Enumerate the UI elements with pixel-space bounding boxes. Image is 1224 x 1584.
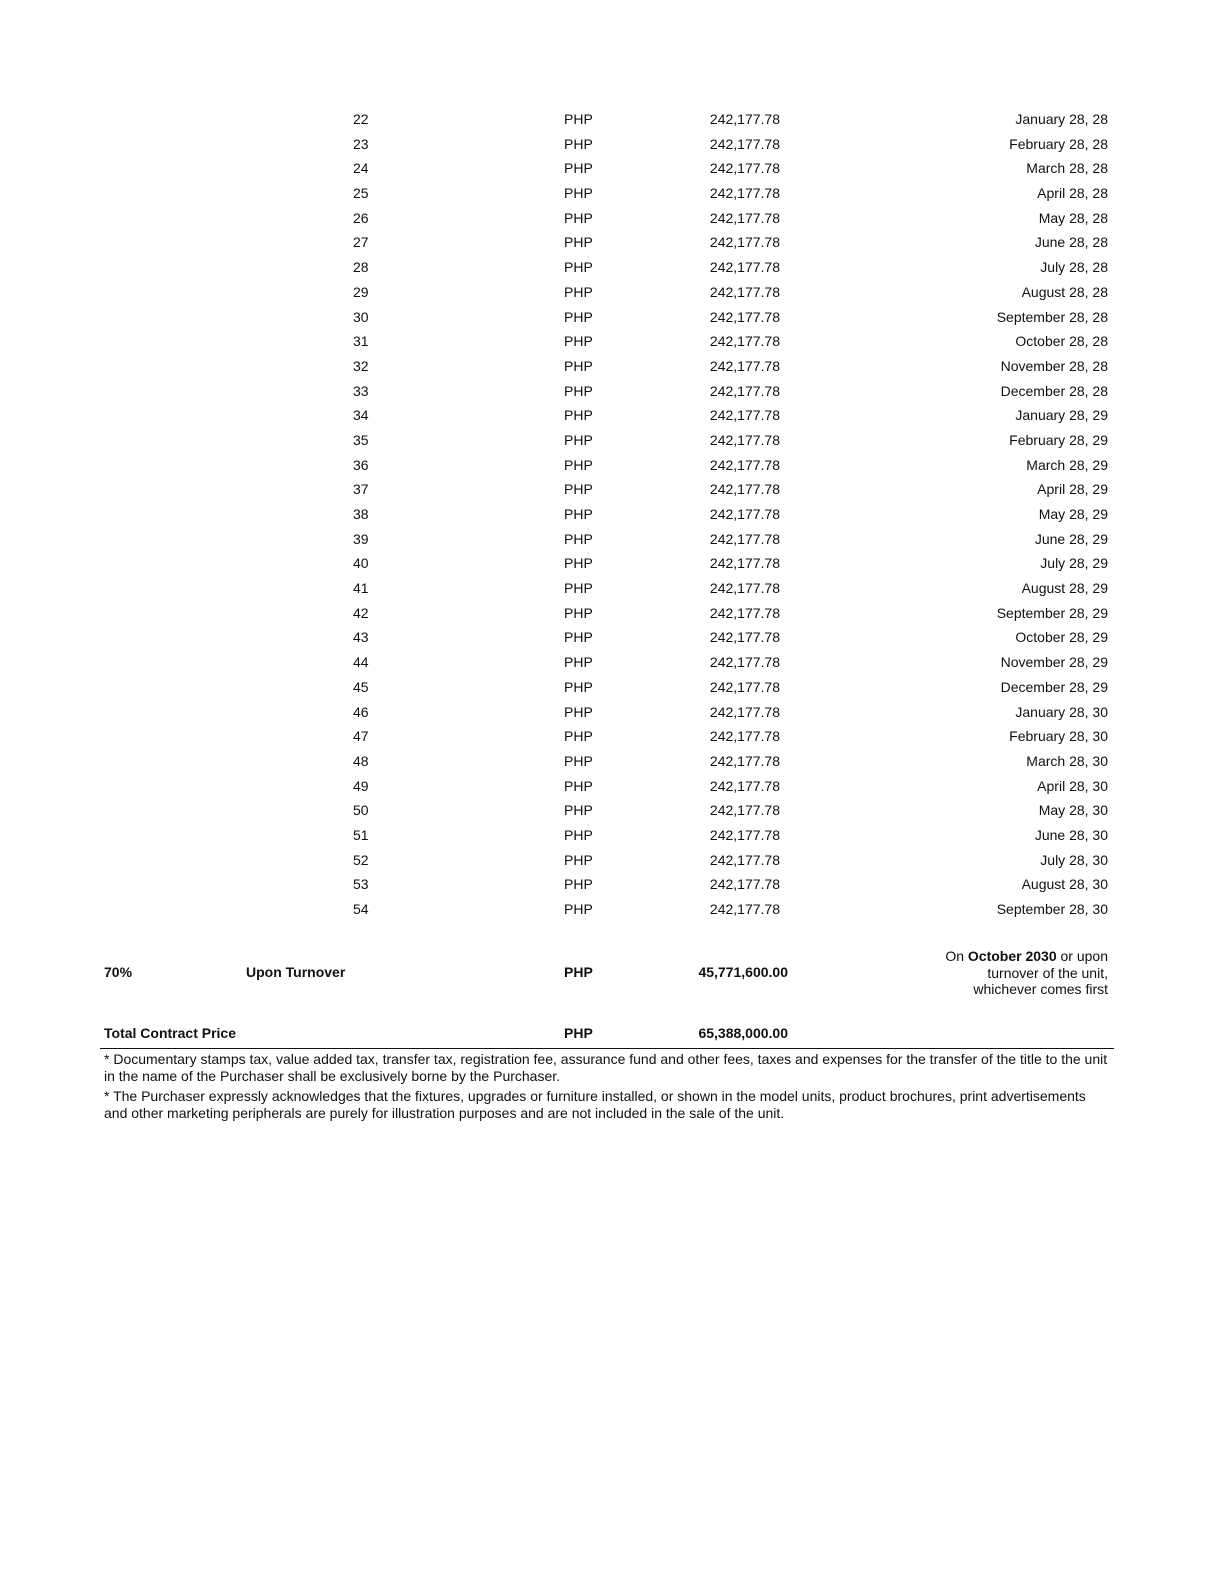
turnover-due-line3: whichever comes first: [973, 981, 1108, 997]
due-date: August 28, 28: [1021, 283, 1108, 300]
installment-amount: 242,177.78: [709, 506, 780, 522]
currency: PHP: [564, 530, 593, 547]
due-date: November 28, 28: [1000, 357, 1108, 374]
installment-number: 25: [353, 185, 369, 202]
currency: PHP: [564, 777, 593, 794]
installment-amount: 242,177.78: [709, 555, 780, 572]
turnover-label: Upon Turnover: [246, 964, 346, 980]
schedule-row: [100, 281, 1114, 306]
schedule-row: [100, 898, 1114, 923]
installment-amount: 242,177.78: [709, 160, 780, 177]
installment-number: 37: [353, 481, 369, 498]
installment-number: 42: [353, 604, 369, 621]
installment-number: 23: [353, 135, 369, 152]
turnover-amount: 45,771,600.00: [698, 964, 788, 980]
turnover-percent: 70%: [104, 964, 133, 980]
turnover-due-text: [945, 948, 1108, 998]
schedule-row: [100, 157, 1114, 182]
due-date: December 28, 29: [1000, 678, 1108, 695]
installment-amount: 242,177.78: [709, 259, 780, 276]
currency: PHP: [564, 209, 593, 226]
currency: PHP: [564, 802, 593, 819]
installment-number: 46: [353, 703, 369, 720]
schedule-row: [100, 182, 1114, 207]
installment-amount: 242,177.78: [709, 901, 780, 917]
due-date: April 28, 29: [1037, 481, 1108, 498]
currency: PHP: [564, 580, 593, 597]
due-date: January 28, 30: [1015, 703, 1108, 720]
turnover-due-line2: turnover of the unit,: [987, 964, 1108, 981]
due-date: July 28, 29: [1040, 555, 1108, 572]
schedule-row: [100, 429, 1114, 454]
turnover-currency: PHP: [564, 964, 593, 980]
currency: PHP: [564, 752, 593, 769]
installment-number: 50: [353, 802, 369, 819]
installment-amount: 242,177.78: [709, 580, 780, 597]
installment-number: 41: [353, 580, 369, 597]
installment-amount: 242,177.78: [709, 456, 780, 473]
due-date: June 28, 28: [1034, 234, 1108, 251]
schedule-row: [100, 577, 1114, 602]
total-currency: PHP: [564, 1025, 593, 1041]
schedule-row: [100, 380, 1114, 405]
schedule-row: [100, 676, 1114, 701]
due-date: January 28, 29: [1015, 407, 1108, 424]
installment-number: 45: [353, 678, 369, 695]
schedule-row: [100, 775, 1114, 800]
installment-number: 30: [353, 308, 369, 325]
turnover-due-month: October 2030: [967, 948, 1057, 964]
installment-amount: 242,177.78: [709, 678, 780, 695]
installment-number: 53: [353, 876, 369, 893]
installment-amount: 242,177.78: [709, 308, 780, 325]
due-date: July 28, 30: [1040, 851, 1108, 868]
schedule-row: [100, 330, 1114, 355]
currency: PHP: [564, 234, 593, 251]
due-date: July 28, 28: [1040, 259, 1108, 276]
schedule-row: [100, 725, 1114, 750]
installment-amount: 242,177.78: [709, 777, 780, 794]
installment-number: 44: [353, 654, 369, 671]
schedule-row: [100, 824, 1114, 849]
schedule-row: [100, 849, 1114, 874]
installment-amount: 242,177.78: [709, 752, 780, 769]
due-date: December 28, 28: [1000, 382, 1108, 399]
installment-amount: 242,177.78: [709, 185, 780, 202]
installment-number: 31: [353, 333, 369, 350]
installment-number: 39: [353, 530, 369, 547]
schedule-row: [100, 355, 1114, 380]
schedule-row: [100, 306, 1114, 331]
schedule-row: [100, 552, 1114, 577]
installment-number: 40: [353, 555, 369, 572]
schedule-row: [100, 207, 1114, 232]
installment-amount: 242,177.78: [709, 530, 780, 547]
installment-amount: 242,177.78: [709, 407, 780, 424]
schedule-row: [100, 454, 1114, 479]
due-date: October 28, 28: [1015, 333, 1108, 350]
installment-number: 52: [353, 851, 369, 868]
currency: PHP: [564, 654, 593, 671]
currency: PHP: [564, 604, 593, 621]
installment-number: 22: [353, 111, 369, 127]
currency: PHP: [564, 357, 593, 374]
schedule-row: [100, 626, 1114, 651]
installment-amount: 242,177.78: [709, 604, 780, 621]
currency: PHP: [564, 456, 593, 473]
due-date: October 28, 29: [1015, 629, 1108, 646]
schedule-row: [100, 602, 1114, 627]
due-date: May 28, 30: [1038, 802, 1108, 819]
installment-amount: 242,177.78: [709, 357, 780, 374]
schedule-row: [100, 256, 1114, 281]
installment-amount: 242,177.78: [709, 382, 780, 399]
due-date: September 28, 30: [996, 901, 1108, 917]
total-label: Total Contract Price: [104, 1025, 236, 1041]
schedule-row: [100, 651, 1114, 676]
footnote-fixtures: * The Purchaser expressly acknowledges that the fixtures, upgrades or furniture installed, or shown in the model units, product brochures, print advertisements and other marketing peripherals are purely for illustration purposes and are not included in the sale of the unit.: [104, 1088, 1086, 1121]
footnotes: [104, 1051, 1110, 1125]
currency: PHP: [564, 160, 593, 177]
installment-number: 49: [353, 777, 369, 794]
schedule-row: [100, 799, 1114, 824]
installment-amount: 242,177.78: [709, 135, 780, 152]
currency: PHP: [564, 431, 593, 448]
installment-number: 26: [353, 209, 369, 226]
schedule-row: [100, 750, 1114, 775]
schedule-row: [100, 404, 1114, 429]
installment-number: 33: [353, 382, 369, 399]
due-date: November 28, 29: [1000, 654, 1108, 671]
due-date: March 28, 29: [1026, 456, 1108, 473]
installment-number: 48: [353, 752, 369, 769]
installment-number: 43: [353, 629, 369, 646]
installment-amount: 242,177.78: [709, 333, 780, 350]
installment-amount: 242,177.78: [709, 283, 780, 300]
installment-amount: 242,177.78: [709, 209, 780, 226]
due-date: March 28, 28: [1026, 160, 1108, 177]
installment-number: 54: [353, 901, 369, 917]
currency: PHP: [564, 703, 593, 720]
currency: PHP: [564, 629, 593, 646]
installment-amount: 242,177.78: [709, 851, 780, 868]
due-date: September 28, 29: [996, 604, 1108, 621]
due-date: February 28, 29: [1009, 431, 1108, 448]
installment-amount: 242,177.78: [709, 629, 780, 646]
installment-amount: 242,177.78: [709, 481, 780, 498]
turnover-due-suffix: or upon: [1056, 948, 1108, 964]
installment-number: 51: [353, 826, 369, 843]
installment-number: 28: [353, 259, 369, 276]
due-date: June 28, 29: [1034, 530, 1108, 547]
currency: PHP: [564, 826, 593, 843]
due-date: April 28, 30: [1037, 777, 1108, 794]
due-date: January 28, 28: [1015, 111, 1108, 127]
currency: PHP: [564, 185, 593, 202]
schedule-row: [100, 873, 1114, 898]
schedule-row: [100, 231, 1114, 256]
installment-number: 29: [353, 283, 369, 300]
installment-amount: 242,177.78: [709, 728, 780, 745]
currency: PHP: [564, 111, 593, 127]
turnover-due-prefix: On: [945, 948, 968, 964]
installment-amount: 242,177.78: [709, 654, 780, 671]
schedule-row: [100, 528, 1114, 553]
currency: PHP: [564, 382, 593, 399]
currency: PHP: [564, 481, 593, 498]
turnover-row: [100, 946, 1114, 1002]
payment-schedule-table: [100, 108, 1114, 923]
due-date: March 28, 30: [1026, 752, 1108, 769]
installment-number: 36: [353, 456, 369, 473]
due-date: February 28, 30: [1009, 728, 1108, 745]
currency: PHP: [564, 407, 593, 424]
due-date: May 28, 29: [1038, 506, 1108, 522]
due-date: April 28, 28: [1037, 185, 1108, 202]
installment-amount: 242,177.78: [709, 703, 780, 720]
installment-amount: 242,177.78: [709, 234, 780, 251]
due-date: August 28, 30: [1021, 876, 1108, 893]
currency: PHP: [564, 506, 593, 522]
schedule-row: [100, 133, 1114, 158]
installment-amount: 242,177.78: [709, 826, 780, 843]
currency: PHP: [564, 333, 593, 350]
installment-number: 34: [353, 407, 369, 424]
footnote-taxes: * Documentary stamps tax, value added tax, transfer tax, registration fee, assurance fund and other fees, taxes and expenses for the transfer of the title to the unit in the name of the Purchaser shall be exclusively borne by the Purchaser.: [104, 1051, 1108, 1084]
installment-amount: 242,177.78: [709, 111, 780, 127]
schedule-row: [100, 503, 1114, 528]
installment-amount: 242,177.78: [709, 431, 780, 448]
installment-number: 27: [353, 234, 369, 251]
currency: PHP: [564, 678, 593, 695]
currency: PHP: [564, 901, 593, 917]
installment-number: 24: [353, 160, 369, 177]
currency: PHP: [564, 283, 593, 300]
installment-amount: 242,177.78: [709, 876, 780, 893]
currency: PHP: [564, 728, 593, 745]
installment-number: 38: [353, 506, 369, 522]
total-amount: 65,388,000.00: [698, 1025, 788, 1041]
total-contract-price-row: [100, 1022, 1114, 1049]
currency: PHP: [564, 555, 593, 572]
installment-number: 35: [353, 431, 369, 448]
schedule-row: [100, 701, 1114, 726]
installment-amount: 242,177.78: [709, 802, 780, 819]
currency: PHP: [564, 135, 593, 152]
due-date: May 28, 28: [1038, 209, 1108, 226]
currency: PHP: [564, 851, 593, 868]
due-date: September 28, 28: [996, 308, 1108, 325]
currency: PHP: [564, 876, 593, 893]
due-date: February 28, 28: [1009, 135, 1108, 152]
installment-number: 47: [353, 728, 369, 745]
schedule-row: [100, 478, 1114, 503]
due-date: August 28, 29: [1021, 580, 1108, 597]
currency: PHP: [564, 259, 593, 276]
currency: PHP: [564, 308, 593, 325]
due-date: June 28, 30: [1034, 826, 1108, 843]
schedule-row: [100, 108, 1114, 133]
installment-number: 32: [353, 357, 369, 374]
